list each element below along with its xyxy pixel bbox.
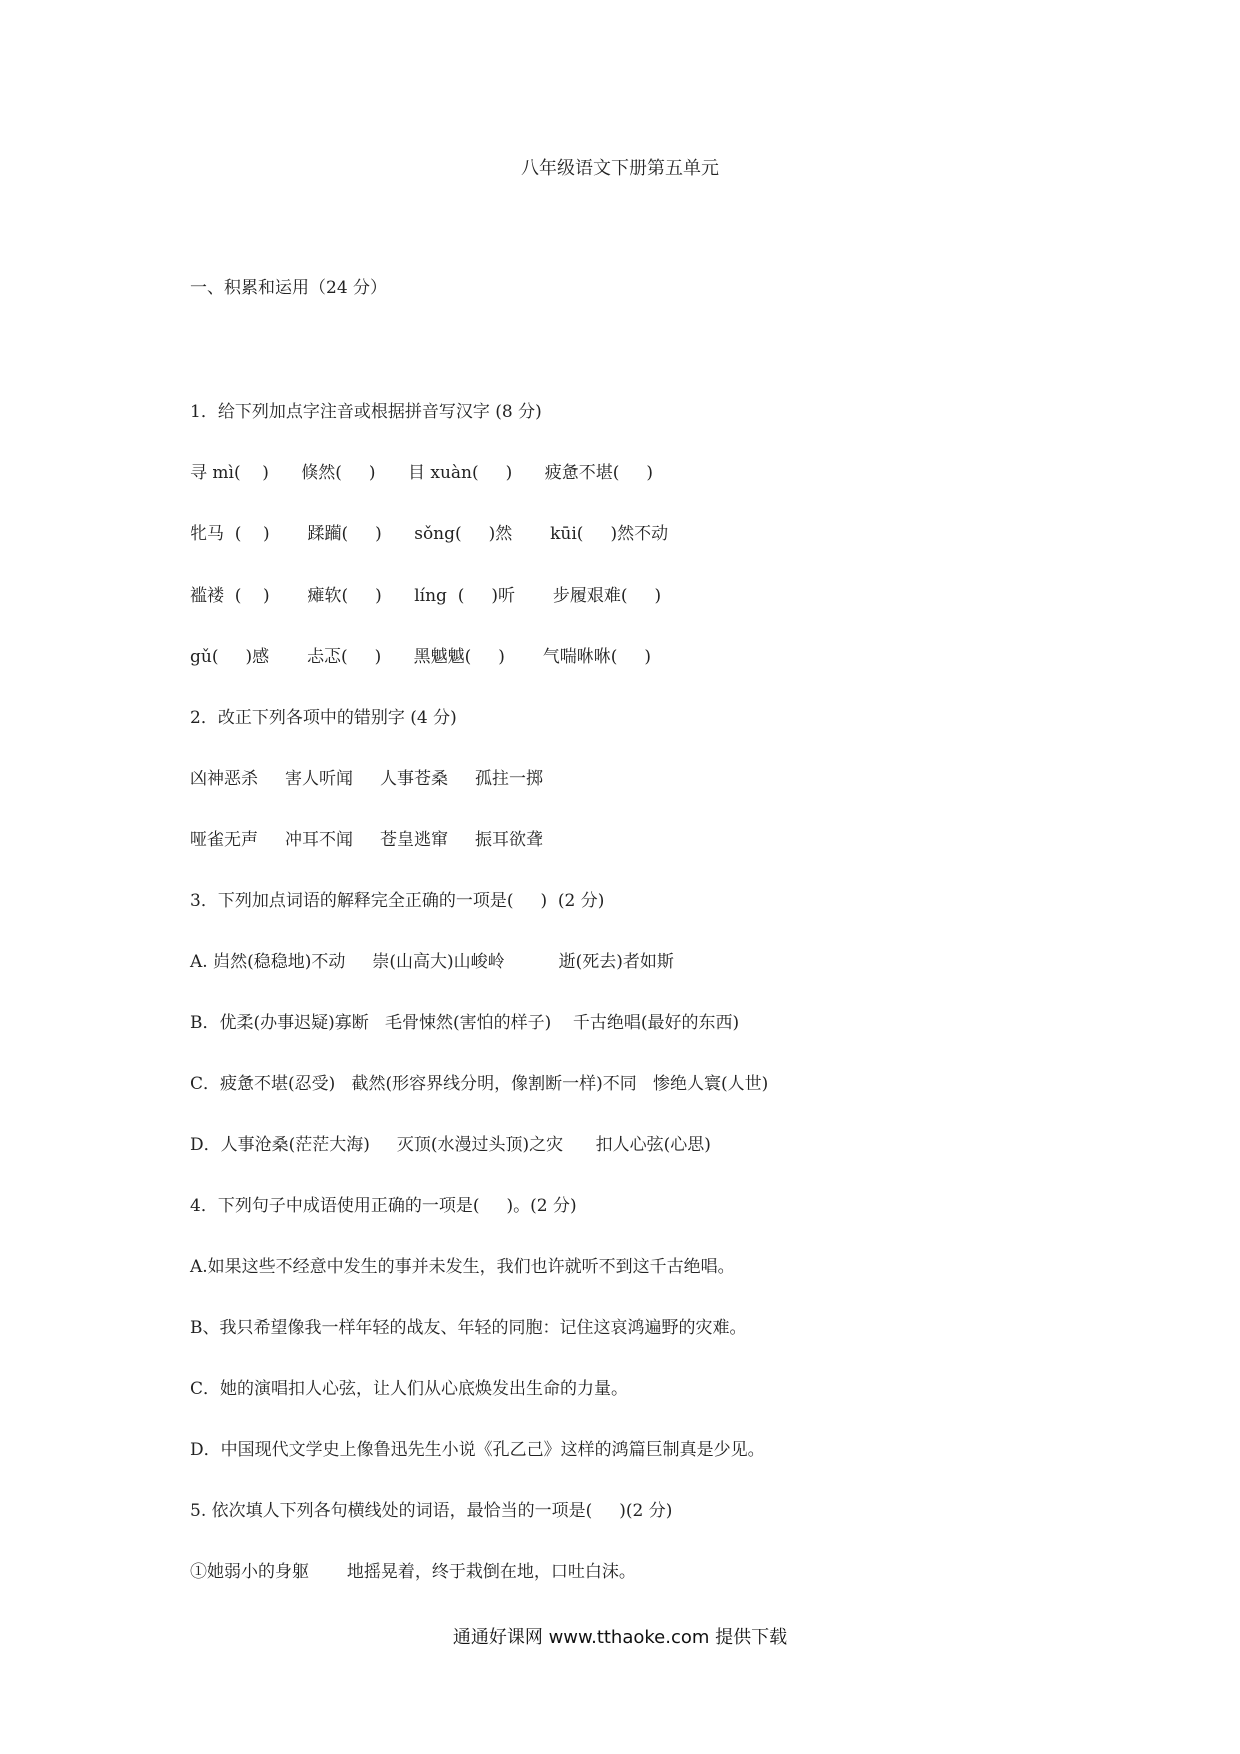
question-2-row-2: 哑雀无声 冲耳不闻 苍皇逃窜 振耳欲聋 — [190, 830, 544, 850]
question-1-row-3: 褴褛 ( ) 瘫软( ) líng ( )听 步履艰难( ) — [190, 586, 662, 606]
question-4-option-a: A.如果这些不经意中发生的事并未发生，我们也许就听不到这千古绝唱。 — [190, 1257, 735, 1277]
question-4-prompt: 4．下列句子中成语使用正确的一项是( )。(2 分) — [190, 1196, 577, 1216]
question-2-row-1: 凶神恶杀 害人听闻 人事苍桑 孤拄一掷 — [190, 769, 544, 789]
question-3-option-d: D．人事沧桑(茫茫大海) 灭顶(水漫过头顶)之灾 扣人心弦(心思) — [190, 1135, 711, 1155]
question-3-prompt: 3．下列加点词语的解释完全正确的一项是( ) (2 分) — [190, 891, 605, 911]
question-3-option-c: C．疲惫不堪(忍受) 截然(形容界线分明，像割断一样)不同 惨绝人寰(人世) — [190, 1074, 769, 1094]
question-2-prompt: 2．改正下列各项中的错别字 (4 分) — [190, 708, 457, 728]
question-1-row-4: gǔ( )感 忐忑( ) 黑魆魆( ) 气喘咻咻( ) — [190, 647, 652, 667]
question-1-row-2: 牝马 ( ) 蹂躏( ) sǒng( )然 kūi( )然不动 — [190, 524, 669, 544]
page-title: 八年级语文下册第五单元 — [521, 158, 719, 179]
question-1-row-1: 寻 mì( ) 倏然( ) 目 xuàn( ) 疲惫不堪( ) — [190, 463, 653, 483]
question-4-option-c: C．她的演唱扣人心弦，让人们从心底焕发出生命的力量。 — [190, 1379, 629, 1399]
question-3-option-a: A. 岿然(稳稳地)不动 崇(山高大)山峻岭 逝(死去)者如斯 — [190, 952, 674, 972]
question-5-item-1: ①她弱小的身躯 地摇晃着，终于栽倒在地，口吐白沫。 — [190, 1562, 636, 1582]
question-4-option-b: B、我只希望像我一样年轻的战友、年轻的同胞：记住这哀鸿遍野的灾难。 — [190, 1318, 747, 1338]
page-footer: 通通好课网 www.tthaoke.com 提供下载 — [452, 1627, 788, 1648]
question-1-prompt: 1．给下列加点字注音或根据拼音写汉字 (8 分) — [190, 402, 542, 422]
question-3-option-b: B．优柔(办事迟疑)寡断 毛骨悚然(害怕的样子) 千古绝唱(最好的东西) — [190, 1013, 740, 1033]
section-heading: 一、积累和运用（24 分） — [190, 278, 388, 298]
question-4-option-d: D．中国现代文学史上像鲁迅先生小说《孔乙己》这样的鸿篇巨制真是少见。 — [190, 1440, 765, 1460]
question-5-prompt: 5. 依次填人下列各句横线处的词语，最恰当的一项是( )(2 分) — [190, 1501, 673, 1521]
